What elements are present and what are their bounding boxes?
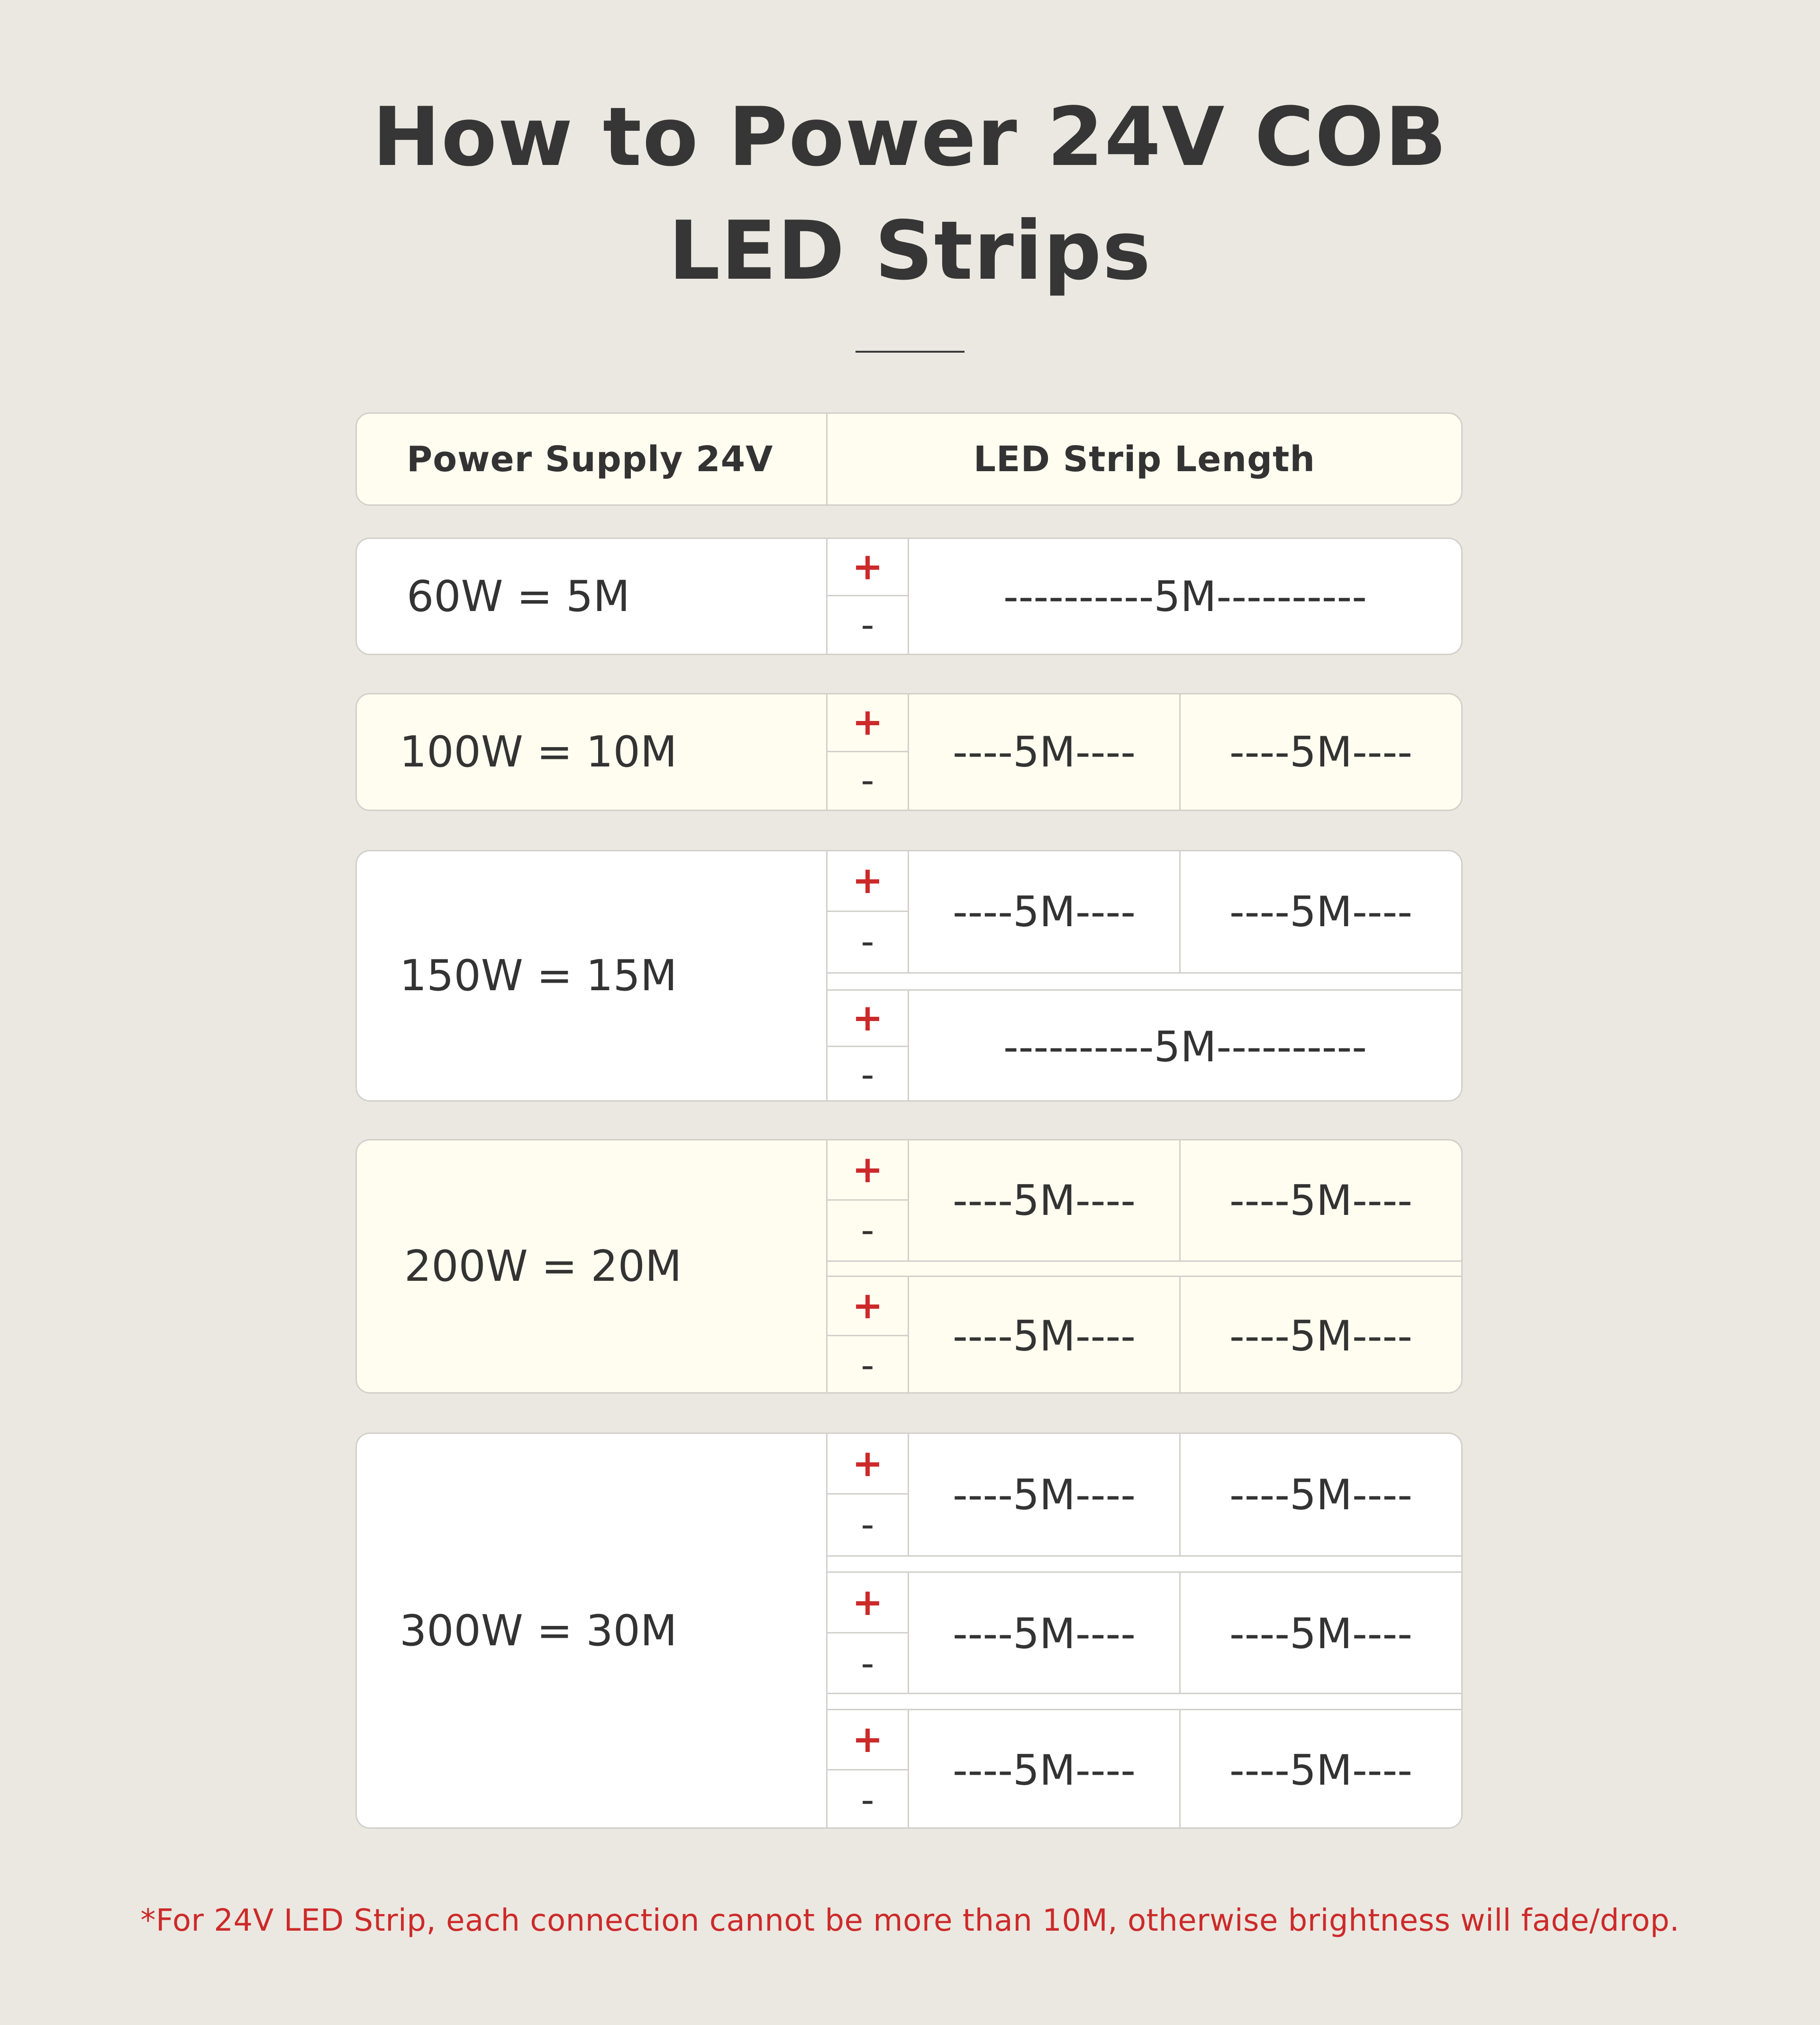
title-divider [855, 351, 965, 353]
strip-segment: ----5M---- [909, 1277, 1181, 1394]
strip-segment: ----5M---- [1229, 887, 1412, 936]
plus-terminal: + [828, 991, 908, 1047]
connection-group [828, 1276, 1461, 1394]
row-divider [828, 1555, 1461, 1557]
strip-segment: ----5M---- [909, 1434, 1181, 1555]
plus-terminal: + [828, 851, 908, 912]
minus-terminal: - [861, 603, 874, 647]
strip-segment: ----5M---- [1229, 1746, 1412, 1795]
row-label: 60W = 5M [407, 571, 630, 621]
strip-segment: ----5M---- [909, 694, 1181, 810]
table-header [355, 412, 1463, 506]
row-60w [355, 538, 1463, 655]
row-label: 150W = 15M [400, 951, 677, 1001]
minus-terminal: - [861, 921, 874, 964]
minus-terminal: - [861, 1642, 874, 1685]
terminal-pair [828, 1573, 909, 1694]
connection-group [828, 539, 1461, 654]
minus-terminal: - [861, 1344, 874, 1387]
minus-terminal: - [861, 1209, 874, 1252]
row-300w [355, 1432, 1463, 1829]
row-label: 200W = 20M [404, 1241, 682, 1291]
terminal-pair [828, 694, 909, 810]
strip-segment: ----5M---- [1229, 1176, 1412, 1225]
connection-group [828, 989, 1461, 1102]
minus-terminal: - [861, 1779, 874, 1822]
row-divider [828, 972, 1461, 974]
strip-segment: ----5M---- [909, 1710, 1181, 1829]
connection-group [828, 851, 1461, 972]
terminal-pair [828, 1140, 909, 1260]
connection-group [828, 1140, 1461, 1260]
plus-terminal: + [828, 539, 908, 596]
strip-segment: ----5M---- [1229, 728, 1412, 776]
row-150w [355, 850, 1463, 1102]
plus-terminal: + [828, 1277, 908, 1336]
terminal-pair [828, 1434, 909, 1555]
row-200w [355, 1139, 1463, 1394]
terminal-pair [828, 1277, 909, 1394]
header-strip-length: LED Strip Length [973, 438, 1316, 480]
page-title [0, 81, 1820, 308]
terminal-pair [828, 851, 909, 972]
plus-terminal: + [828, 1710, 908, 1770]
row-divider [828, 1260, 1461, 1262]
connection-group [828, 1571, 1461, 1694]
strip-segment: ----------5M---------- [1003, 572, 1367, 621]
plus-terminal: + [828, 1140, 908, 1201]
plus-terminal: + [828, 694, 908, 752]
terminal-pair [828, 1710, 909, 1829]
header-power-supply: Power Supply 24V [357, 414, 828, 504]
strip-segment: ----------5M---------- [1003, 1022, 1367, 1071]
strip-segment: ----5M---- [909, 1573, 1181, 1694]
connection-group [828, 1709, 1461, 1829]
strip-segment: ----5M---- [909, 851, 1181, 972]
minus-terminal: - [861, 1053, 874, 1096]
row-label: 300W = 30M [400, 1605, 677, 1656]
footnote: *For 24V LED Strip, each connection cannot be more than 10M, otherwise brightness will fade/drop. [140, 1903, 1680, 1938]
plus-terminal: + [828, 1434, 908, 1495]
title-line-2: LED Strips [668, 204, 1152, 298]
plus-terminal: + [828, 1573, 908, 1633]
connection-group [828, 694, 1461, 810]
minus-terminal: - [861, 1504, 874, 1546]
connection-group [828, 1434, 1461, 1555]
row-100w [355, 693, 1463, 811]
strip-segment: ----5M---- [1229, 1609, 1412, 1658]
terminal-pair [828, 539, 909, 654]
strip-segment: ----5M---- [1229, 1470, 1412, 1519]
row-divider [828, 1693, 1461, 1694]
terminal-pair [828, 991, 909, 1102]
strip-segment: ----5M---- [909, 1140, 1181, 1260]
row-label: 100W = 10M [400, 727, 677, 777]
minus-terminal: - [861, 759, 874, 803]
strip-segment: ----5M---- [1229, 1312, 1412, 1360]
title-line-1: How to Power 24V COB [372, 90, 1448, 184]
